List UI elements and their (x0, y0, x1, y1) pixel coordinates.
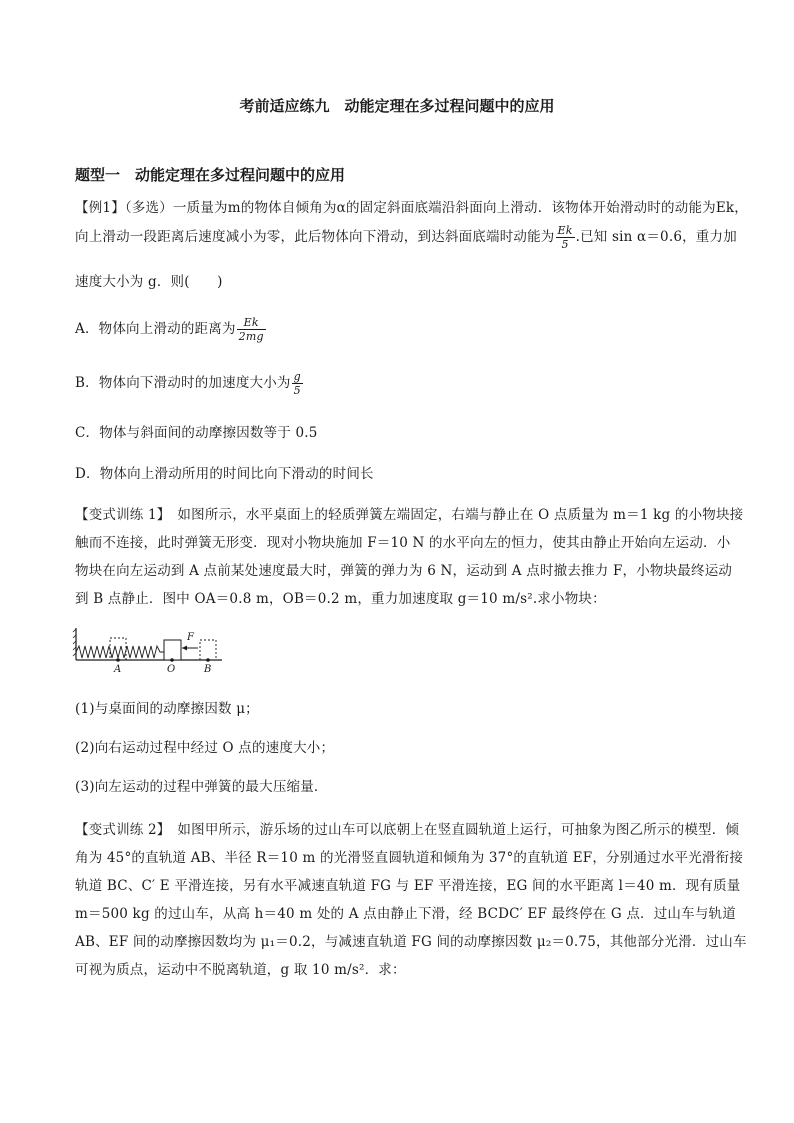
variant1-question3: (3)向左运动的过程中弹簧的最大压缩量． (75, 779, 328, 795)
option-c: C．物体与斜面间的动摩擦因数等于 0.5 (75, 425, 318, 441)
spring-block-figure (70, 618, 230, 674)
option-a: A．物体向上滑动的距离为 $\frac{Ek}{2mg}$ (75, 316, 264, 343)
fraction-ek-over-5: $\frac{Ek}{5}$ (557, 224, 573, 251)
label-a: A (114, 664, 122, 674)
variant2-line3: 轨道 BC、C′ E 平滑连接，另有水平减速直轨道 FG 与 EF 平滑连接，EG 间的水平距离 l＝40 m．现有质量 (75, 878, 741, 894)
fraction-ek-over-2mg: $\frac{Ek}{2mg}$ (238, 316, 264, 343)
page-title: 考前适应练九 动能定理在多过程问题中的应用 (239, 97, 555, 115)
fraction-g-over-5: $\frac{g}{5}$ (293, 370, 301, 397)
example1-line3: 速度大小为 g．则( ) (75, 274, 223, 290)
variant1-line2: 触而不连接，此时弹簧无形变．现对小物块施加 F＝10 N 的水平向左的恒力，使其由静止开始向左运动．小 (75, 535, 731, 551)
variant1-line3: 物块在向左运动到 A 点前某处速度最大时，弹簧的弹力为 6 N，运动到 A 点时撤去推力 F，小物块最终运动 (75, 563, 733, 579)
variant2-line1: 【变式训练 2】 如图甲所示，游乐场的过山车可以底朝上在竖直圆轨道上运行，可抽象为图乙所示的模型．倾 (75, 822, 740, 838)
variant2-line4: m＝500 kg 的过山车，从高 h＝40 m 处的 A 点由静止下滑，经 BCDC′ EF 最终停在 G 点．过山车与轨道 (75, 906, 736, 922)
variant1-question2: (2)向右运动过程中经过 O 点的速度大小； (75, 740, 335, 756)
example1-line1: 【例1】（多选）一质量为m的物体自倾角为α的固定斜面底端沿斜面向上滑动．该物体开始滑动时的动能为Ek， (75, 200, 748, 216)
example1-line2 (75, 224, 737, 251)
block-at-o (164, 640, 181, 660)
point-a (116, 658, 120, 662)
variant2-line5: AB、EF 间的动摩擦因数均为 μ₁＝0.2，与减速直轨道 FG 间的动摩擦因数 μ₂＝0.75，其他部分光滑．过山车 (75, 934, 747, 950)
variant1-line1: 【变式训练 1】 如图所示，水平桌面上的轻质弹簧左端固定，右端与静止在 O 点质量为 m＝1 kg 的小物块接 (75, 507, 744, 523)
label-o: O (167, 664, 176, 674)
block-at-b (200, 640, 216, 660)
spring (76, 646, 164, 658)
point-o (170, 658, 174, 662)
variant1-line4: 到 B 点静止．图中 OA＝0.8 m，OB＝0.2 m，重力加速度取 g＝10 m/s².求小物块： (75, 591, 606, 607)
option-d: D．物体向上滑动所用的时间比向下滑动的时间长 (75, 466, 374, 482)
label-f: F (187, 632, 194, 643)
point-b (206, 658, 210, 662)
section-heading: 题型一 动能定理在多过程问题中的应用 (75, 166, 346, 184)
example1-line2-a: 向上滑动一段距离后速度减小为零，此后物体向下滑动，到达斜面底端时动能为 (75, 229, 555, 245)
label-b: B (204, 664, 212, 674)
option-b: B．物体向下滑动时的加速度大小为 $\frac{g}{5}$ (75, 370, 301, 397)
example1-line2-b: .已知 sin α＝0.6，重力加 (575, 229, 737, 245)
variant2-line6: 可视为质点，运动中不脱离轨道，g 取 10 m/s²．求： (75, 962, 406, 978)
variant1-question1: (1)与桌面间的动摩擦因数 μ； (75, 701, 259, 717)
variant2-line2: 角为 45°的直轨道 AB、半径 R＝10 m 的光滑竖直圆轨道和倾角为 37°的直轨道 EF，分别通过水平光滑衔接 (75, 850, 744, 866)
